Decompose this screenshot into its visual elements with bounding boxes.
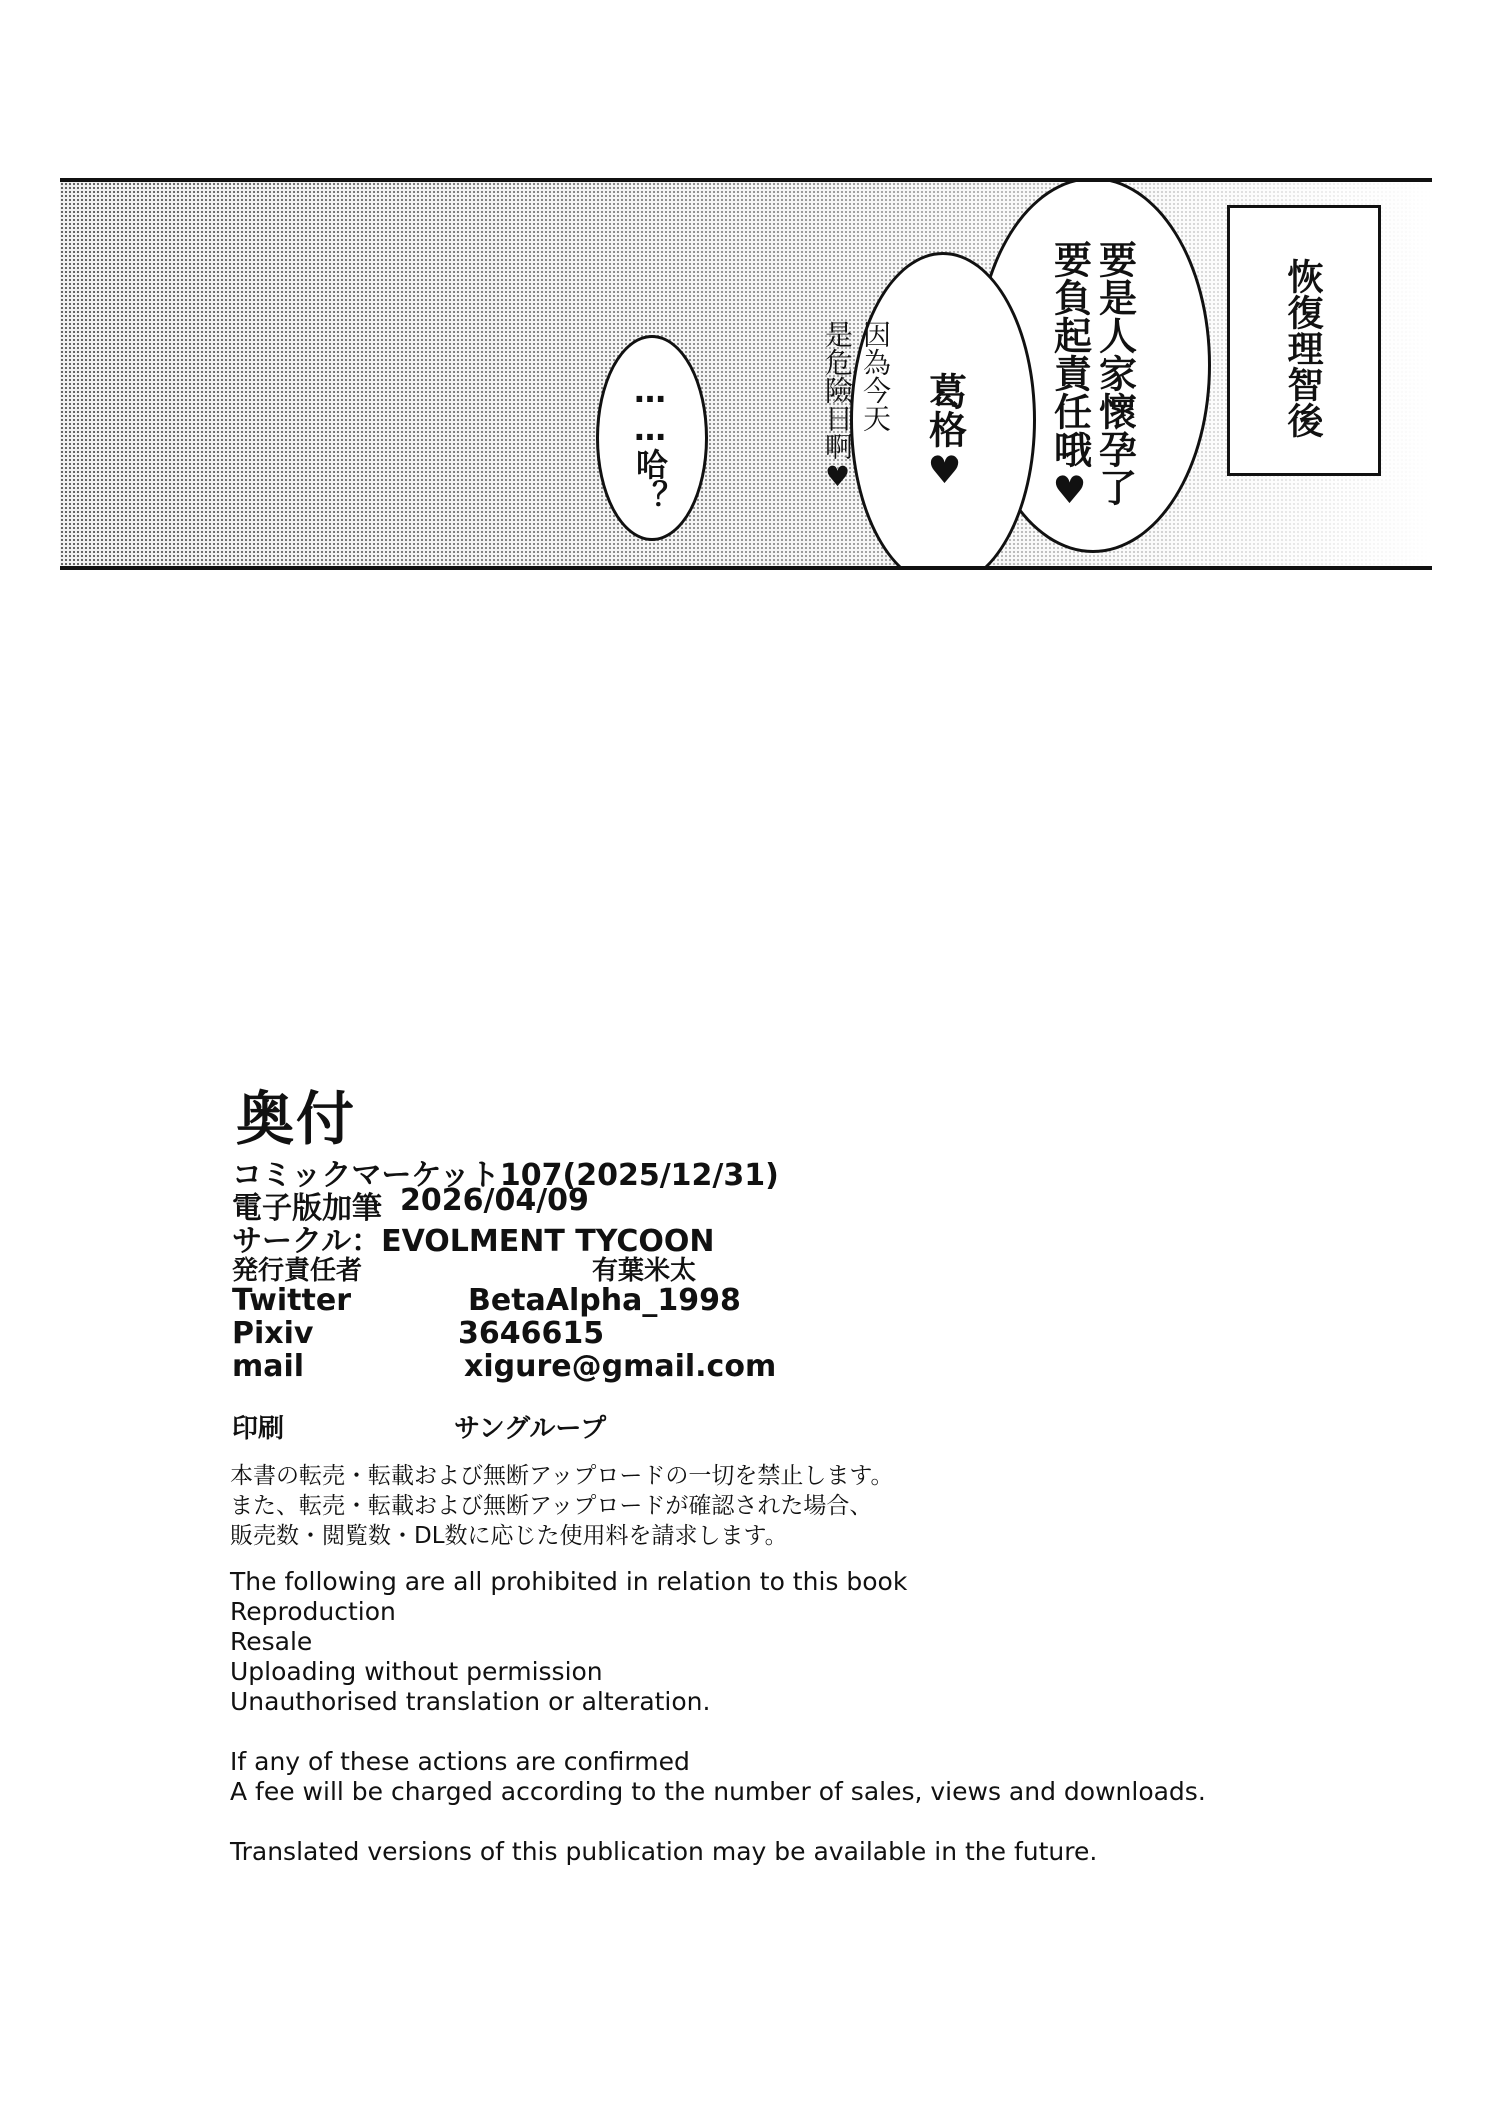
speech-text-mid: 葛格♥ (922, 372, 967, 492)
narration-caption-box (1227, 205, 1381, 476)
pixiv-label: Pixiv (232, 1316, 314, 1351)
publisher-row (232, 1250, 832, 1287)
twitter-value: BetaAlpha_1998 (468, 1283, 741, 1318)
printer-value: サングループ (454, 1414, 607, 1444)
pixiv-row (232, 1316, 832, 1351)
pixiv-value: 3646615 (458, 1316, 605, 1351)
en-fee-line2: A fee will be charged according to the number of sales, views and downloads. (230, 1777, 1206, 1806)
narration-caption-text: 恢復理智後 (1282, 258, 1323, 438)
en-notice-uploading: Uploading without permission (230, 1657, 603, 1686)
event-text: コミックマーケット107(2025/12/31) (232, 1158, 779, 1193)
whisper-text-line1: 因為今天 (859, 320, 892, 432)
mail-value: xigure@gmail.com (464, 1349, 777, 1384)
circle-text: サークル：EVOLMENT TYCOON (232, 1224, 715, 1259)
speech-text-main-line1: 要是人家懷孕了 (1092, 240, 1137, 506)
manga-panel (60, 178, 1432, 570)
jp-notice-line3: 販売数・閲覧数・DL数に応じた使用料を請求します。 (230, 1523, 788, 1549)
speech-text-left: ……哈？ (631, 372, 669, 512)
speech-text-main-line2: 要負起責任哦♥ (1047, 240, 1092, 512)
en-notice-translation: Unauthorised translation or alteration. (230, 1687, 711, 1716)
jp-notice-line2: また、転売・転載および無断アップロードが確認された場合、 (230, 1493, 873, 1519)
printer-label: 印刷 (232, 1414, 285, 1444)
twitter-label: Twitter (232, 1283, 351, 1318)
mail-row (232, 1349, 832, 1384)
en-fee-line1: If any of these actions are confirmed (230, 1747, 690, 1776)
mail-label: mail (232, 1349, 305, 1384)
digital-edition-date: 2026/04/09 (400, 1183, 589, 1218)
printer-row (232, 1408, 832, 1445)
colophon-title: 奥付 (236, 1085, 357, 1153)
en-translated-versions: Translated versions of this publication may be available in the future. (230, 1837, 1098, 1866)
publisher-value: 有葉米太 (592, 1256, 697, 1286)
digital-edition-label: 電子版加筆 (232, 1191, 382, 1226)
twitter-row (232, 1283, 832, 1318)
whisper-text-line2: 是危險日啊♥ (821, 320, 854, 493)
en-notice-resale: Resale (230, 1627, 313, 1656)
jp-notice-line1: 本書の転売・転載および無断アップロードの一切を禁止します。 (230, 1463, 894, 1489)
en-notice-heading: The following are all prohibited in relation to this book (230, 1567, 908, 1596)
en-notice-reproduction: Reproduction (230, 1597, 396, 1626)
publisher-label: 発行責任者 (232, 1256, 363, 1286)
